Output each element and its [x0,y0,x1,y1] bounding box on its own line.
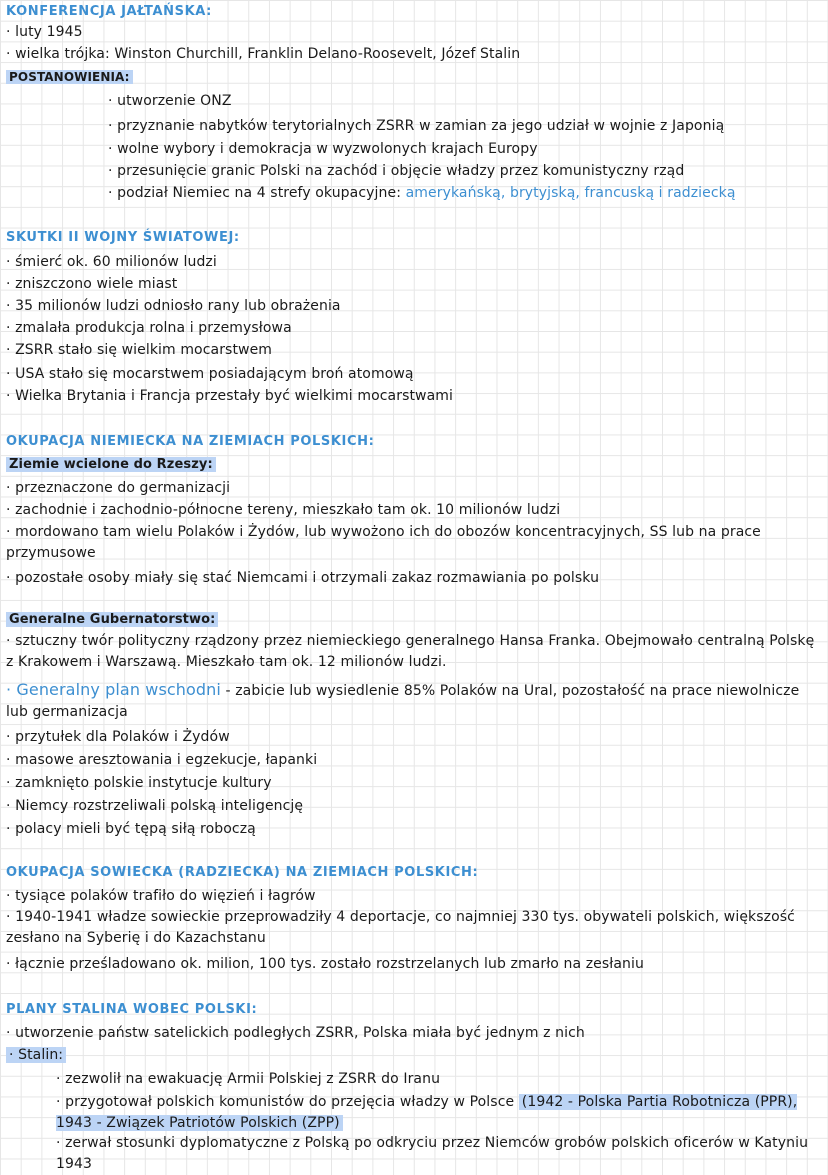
resolutions-heading [6,67,822,87]
gg-heading [6,610,822,630]
effects-item: · zniszczono wiele miast [6,276,178,292]
gg-item: · masowe aresztowania i egzekucje, łapanki [6,752,318,768]
stalin-item: · utworzenie państw satelickich podległych ZSRR, Polska miała być jednym z nich [6,1025,585,1041]
reich-item: · zachodnie i zachodnio-północne tereny, mieszkało tam ok. 10 milionów ludzi [6,502,561,518]
reich-item: · przeznaczone do germanizacji [6,480,231,496]
effects-item: · 35 milionów ludzi odniosło rany lub obrażenia [6,298,341,314]
resolution-item: · przesunięcie granic Polski na zachód i objęcie władzy przez komunistyczny rząd [108,163,685,179]
jalta-participants: · wielka trójka: Winston Churchill, Franklin Delano-Roosevelt, Józef Stalin [6,46,521,62]
jalta-date: · luty 1945 [6,24,83,40]
stalin-sub2-prefix: · przygotował polskich komunistów do przejęcia władzy w Polsce [56,1094,515,1110]
reich-heading [6,455,822,475]
gg-item: · zamknięto polskie instytucje kultury [6,775,272,791]
gg-plan-text: - zabicie lub wysiedlenie 85% Polaków na Ural, pozostałość na prace niewolnicze lub germanizacja [6,683,800,720]
resolution-item: · utworzenie ONZ [108,93,232,109]
resolution-item: · wolne wybory i demokracja w wyzwolonych krajach Europy [108,141,538,157]
stalin-label [6,1045,822,1065]
gg-heading-text: Generalne Gubernatorstwo: [6,612,218,627]
resolution-item: · przyznanie nabytków terytorialnych ZSRR w zamian za jego udział w wojnie z Japonią [108,118,725,134]
stalin-label-text: · Stalin: [6,1047,66,1063]
stalin-heading: PLANY STALINA WOBEC POLSKI: [6,1002,258,1017]
reich-heading-text: Ziemie wcielone do Rzeszy: [6,457,216,472]
stalin-sub2-highlight: (1942 - Polska Partia Robotnicza (PPR), 1943 - Związek Patriotów Polskich (ZPP) [56,1094,798,1131]
effects-item: · Wielka Brytania i Francja przestały być wielkimi mocarstwami [6,388,454,404]
soviet-item: · tysiące polaków trafiło do więzień i łagrów [6,888,316,904]
division-prefix: · podział Niemiec na 4 strefy okupacyjne: [108,185,402,201]
reich-item: · mordowano tam wielu Polaków i Żydów, lub wywożono ich do obozów koncentracyjnych, SS lub na prace przymusowe [6,524,761,561]
gg-item: · sztuczny twór polityczny rządzony przez niemieckiego generalnego Hansa Franka. Obejmowało centralną Polskę z Krakowem i Warszawą. Mieszkało tam ok. 12 milionów ludzi. [6,633,815,670]
soviet-item: · łącznie prześladowano ok. milion, 100 tys. zostało rozstrzelanych lub zmarło na zesłaniu [6,956,644,972]
soviet-item: · 1940-1941 władze sowieckie przeprowadziły 4 deportacje, co najmniej 330 tys. obywateli polskich, większość zesłano na Syberię i do Kazachstanu [6,909,795,946]
effects-item: · śmierć ok. 60 milionów ludzi [6,254,217,270]
effects-item: · USA stało się mocarstwem posiadającym broń atomową [6,366,414,382]
resolutions-heading-text: POSTANOWIENIA: [6,70,133,84]
effects-item: · zmalała produkcja rolna i przemysłowa [6,320,292,336]
gg-item: · polacy mieli być tępą siłą roboczą [6,821,256,837]
gg-plan-label: · Generalny plan wschodni [6,680,221,699]
effects-item: · ZSRR stało się wielkim mocarstwem [6,342,273,358]
jalta-heading: KONFERENCJA JAŁTAŃSKA: [6,4,212,19]
resolution-item-division [108,183,822,203]
gg-item: · Niemcy rozstrzeliwali polską inteligencję [6,798,304,814]
german-heading: OKUPACJA NIEMIECKA NA ZIEMIACH POLSKICH: [6,434,375,449]
effects-heading: SKUTKI II WOJNY ŚWIATOWEJ: [6,230,240,245]
soviet-heading: OKUPACJA SOWIECKA (RADZIECKA) NA ZIEMIACH POLSKICH: [6,865,479,880]
gg-item: · przytułek dla Polaków i Żydów [6,729,230,745]
stalin-sub-item: · zerwał stosunki dyplomatyczne z Polską po odkryciu przez Niemców grobów polskich oficerów w Katyniu 1943 [56,1135,809,1172]
division-zones: amerykańską, brytyjską, francuską i radziecką [405,185,736,201]
reich-item: · pozostałe osoby miały się stać Niemcami i otrzymali zakaz rozmawiania po polsku [6,570,600,586]
stalin-sub-item: · zezwolił na ewakuację Armii Polskiej z ZSRR do Iranu [56,1071,441,1087]
stalin-sub-item [56,1092,822,1134]
gg-plan [6,679,822,723]
